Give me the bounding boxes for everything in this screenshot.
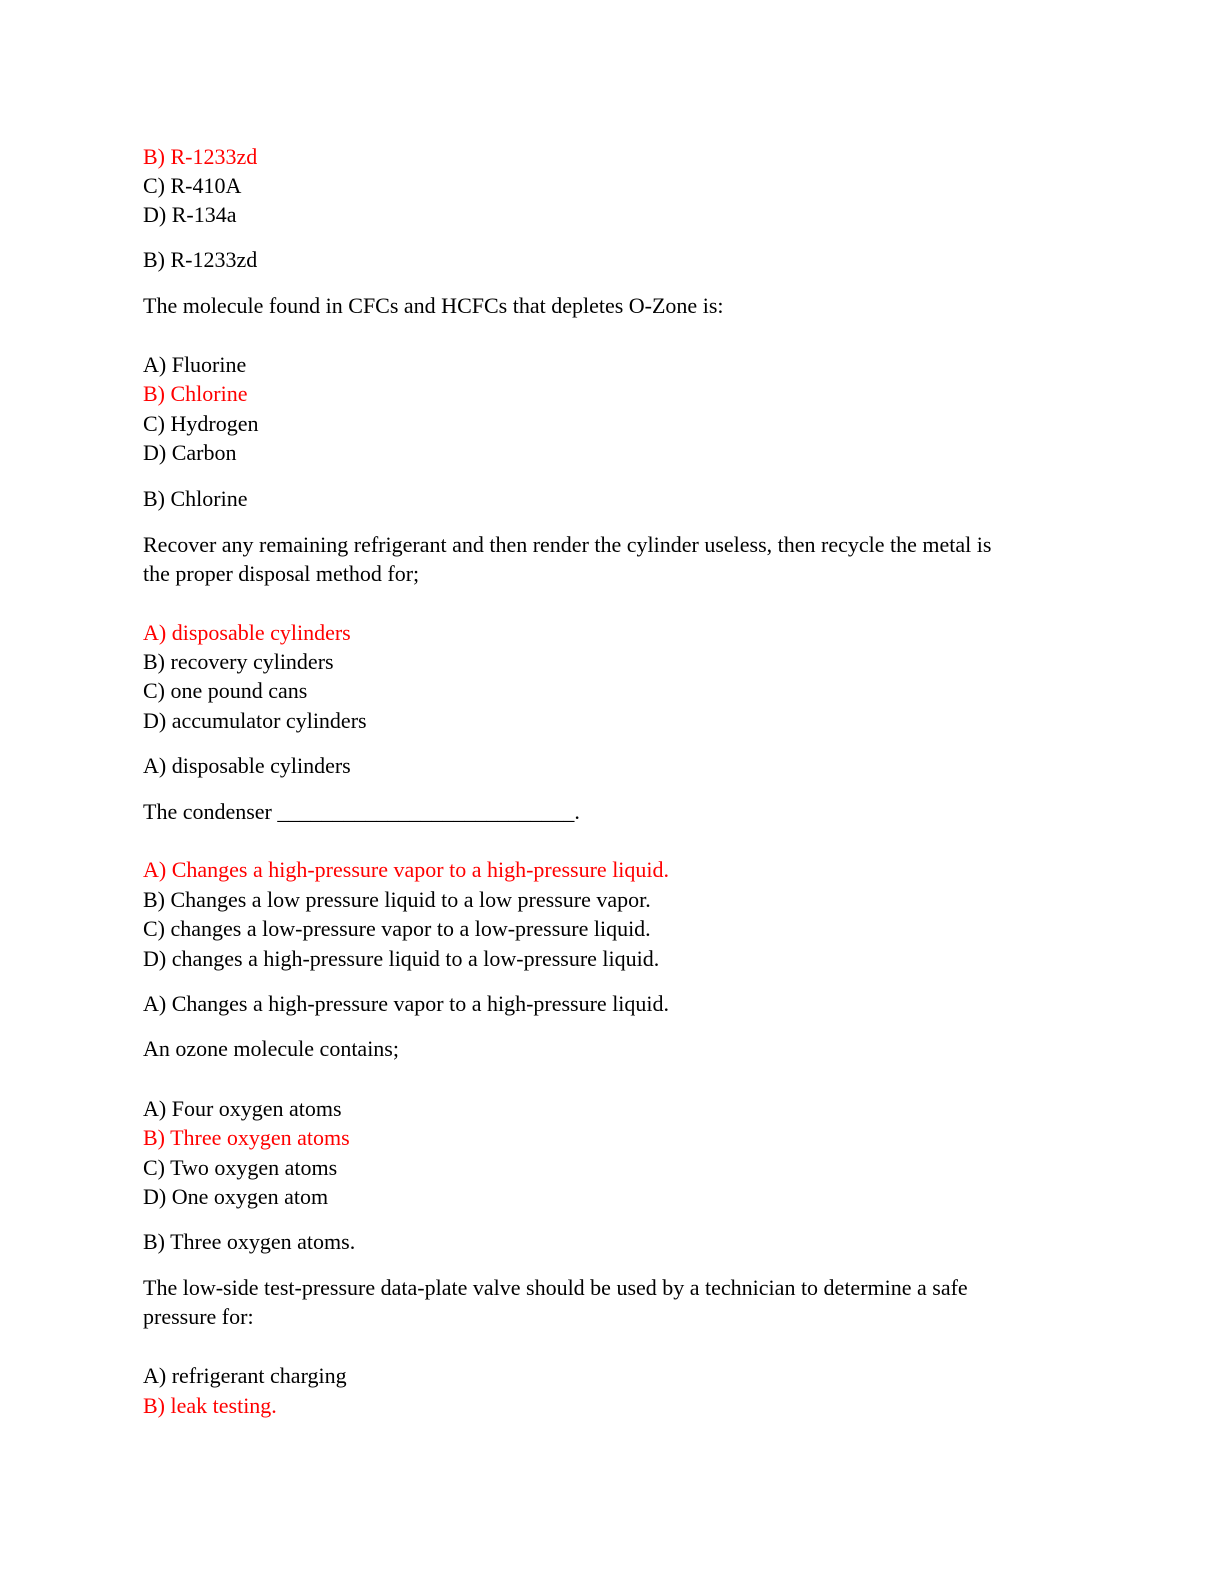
correct-option-line: B) R-1233zd (143, 144, 258, 169)
correct-option-line: A) Changes a high-pressure vapor to a high-pressure liquid. (143, 857, 670, 882)
option-line: D) One oxygen atom (143, 1184, 329, 1209)
answer-line: B) R-1233zd (143, 247, 258, 272)
option-line: C) one pound cans (143, 678, 308, 703)
question-line: The low-side test-pressure data-plate valve should be used by a technician to determine a safe (143, 1275, 968, 1300)
option-line: A) refrigerant charging (143, 1363, 347, 1388)
option-line: D) changes a high-pressure liquid to a low-pressure liquid. (143, 946, 660, 971)
answer-line: A) disposable cylinders (143, 753, 351, 778)
option-line: C) Two oxygen atoms (143, 1155, 338, 1180)
option-line: B) recovery cylinders (143, 649, 334, 674)
option-line: C) R-410A (143, 173, 242, 198)
option-line: A) Four oxygen atoms (143, 1096, 342, 1121)
question-line: pressure for: (143, 1304, 254, 1329)
question-line: The condenser ___________________________. (143, 799, 580, 824)
option-line: C) changes a low-pressure vapor to a low-pressure liquid. (143, 916, 651, 941)
question-line: The molecule found in CFCs and HCFCs that depletes O-Zone is: (143, 293, 724, 318)
correct-option-line: A) disposable cylinders (143, 620, 351, 645)
question-line: Recover any remaining refrigerant and then render the cylinder useless, then recycle the metal is (143, 532, 992, 557)
correct-option-line: B) leak testing. (143, 1393, 277, 1418)
answer-line: B) Three oxygen atoms. (143, 1229, 356, 1254)
option-line: D) Carbon (143, 440, 237, 465)
question-line: An ozone molecule contains; (143, 1036, 399, 1061)
question-line: the proper disposal method for; (143, 561, 420, 586)
option-line: D) R-134a (143, 202, 237, 227)
correct-option-line: B) Three oxygen atoms (143, 1125, 350, 1150)
answer-line: A) Changes a high-pressure vapor to a high-pressure liquid. (143, 991, 670, 1016)
option-line: D) accumulator cylinders (143, 708, 367, 733)
answer-line: B) Chlorine (143, 486, 248, 511)
option-line: B) Changes a low pressure liquid to a low pressure vapor. (143, 887, 651, 912)
option-line: A) Fluorine (143, 352, 247, 377)
correct-option-line: B) Chlorine (143, 381, 248, 406)
option-line: C) Hydrogen (143, 411, 259, 436)
